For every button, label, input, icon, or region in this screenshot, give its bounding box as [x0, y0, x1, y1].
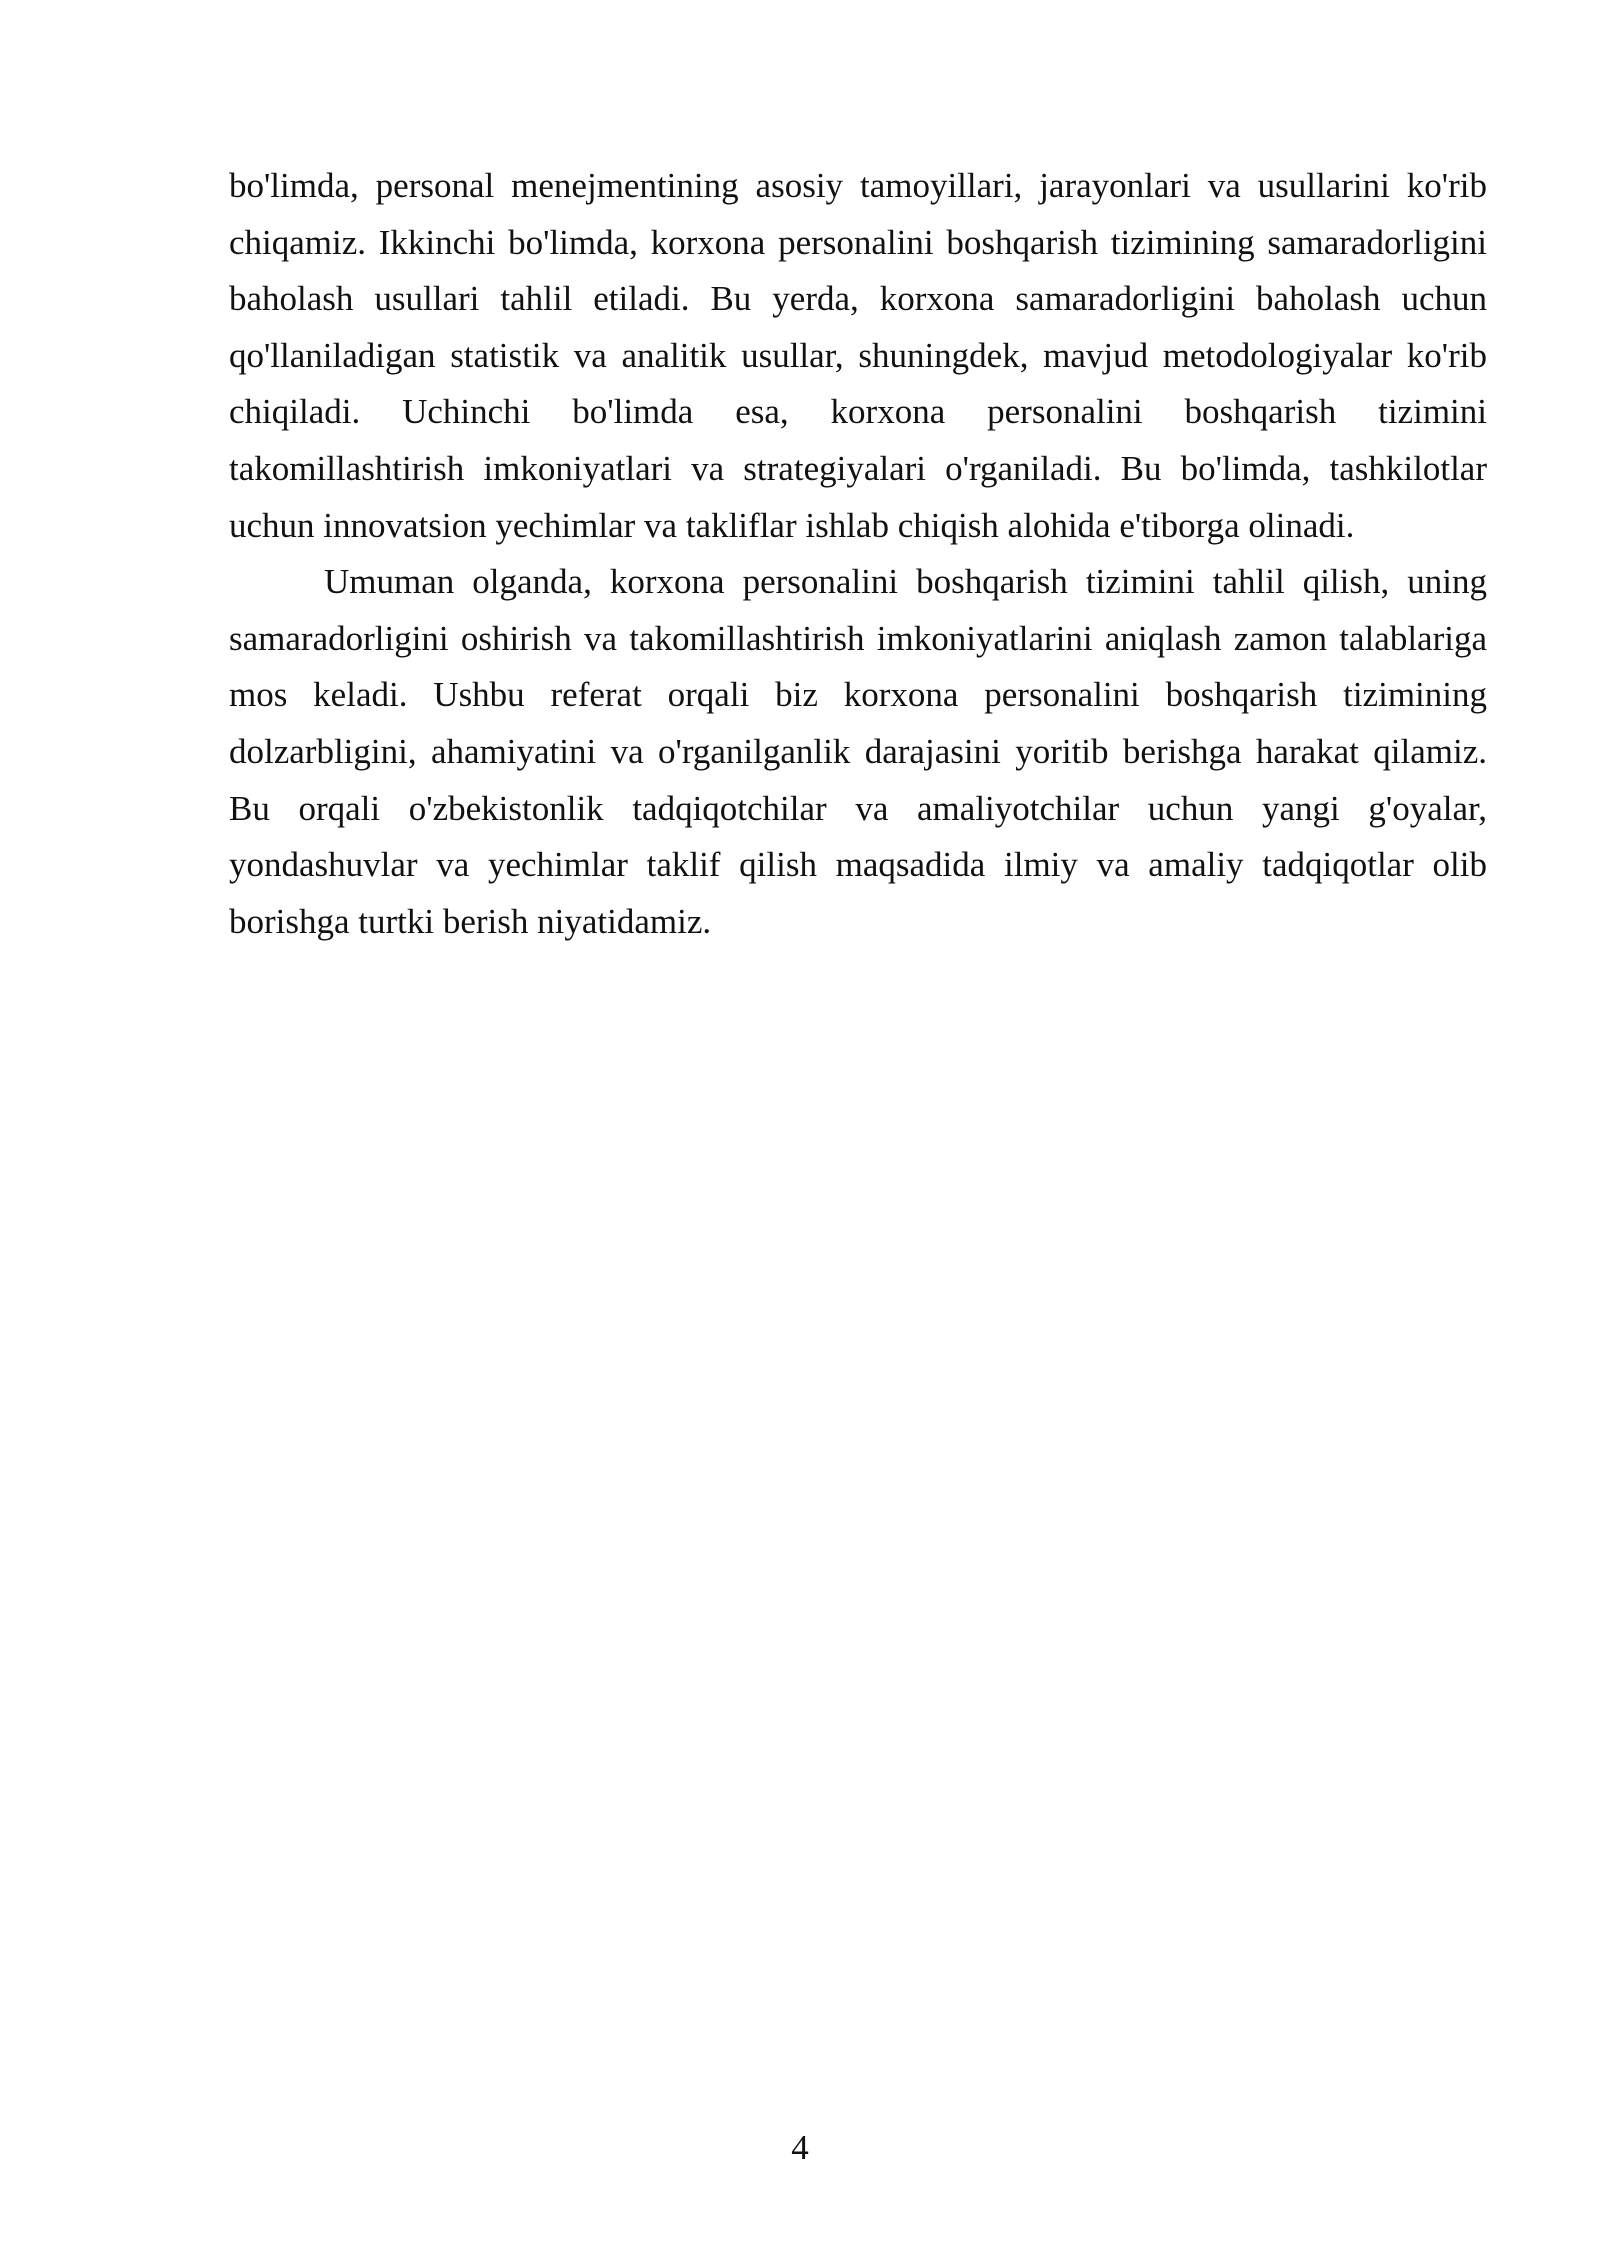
paragraph-conclusion: Umuman olganda, korxona personalini boshqarish tizimini tahlil qilish, uning samaradorligini oshirish va takomillashtirish imkoniyatlarini aniqlash zamon talablariga mos keladi. Ushbu referat orqali biz korxona personalini boshqarish tizimining dolzarbligini, ahamiyatini va o'rganilganlik darajasini yoritib berishga harakat qilamiz. Bu orqali o'zbekistonlik tadqiqotchilar va amaliyotchilar uchun yangi g'oyalar, yondashuvlar va yechimlar taklif qilish maqsadida ilmiy va amaliy tadqiqotlar olib borishga turtki berish niyatidamiz. [229, 562, 1487, 941]
paragraph-continuation: bo'limda, personal menejmentining asosiy tamoyillari, jarayonlari va usullarini ko'rib chiqamiz. Ikkinchi bo'limda, korxona personalini boshqarish tizimining samaradorligini baholash usullari tahlil etiladi. Bu yerda, korxona samaradorligini baholash uchun qo'llaniladigan statistik va analitik usullar, shuningdek, mavjud metodologiyalar ko'rib chiqiladi. Uchinchi bo'limda esa, korxona personalini boshqarish tizimini takomillashtirish imkoniyatlari va strategiyalari o'rganiladi. Bu bo'limda, tashkilotlar uchun innovatsion yechimlar va takliflar ishlab chiqish alohida e'tiborga olinadi. [229, 166, 1487, 545]
page-number: 4 [791, 2128, 809, 2167]
body-text [229, 158, 1487, 950]
